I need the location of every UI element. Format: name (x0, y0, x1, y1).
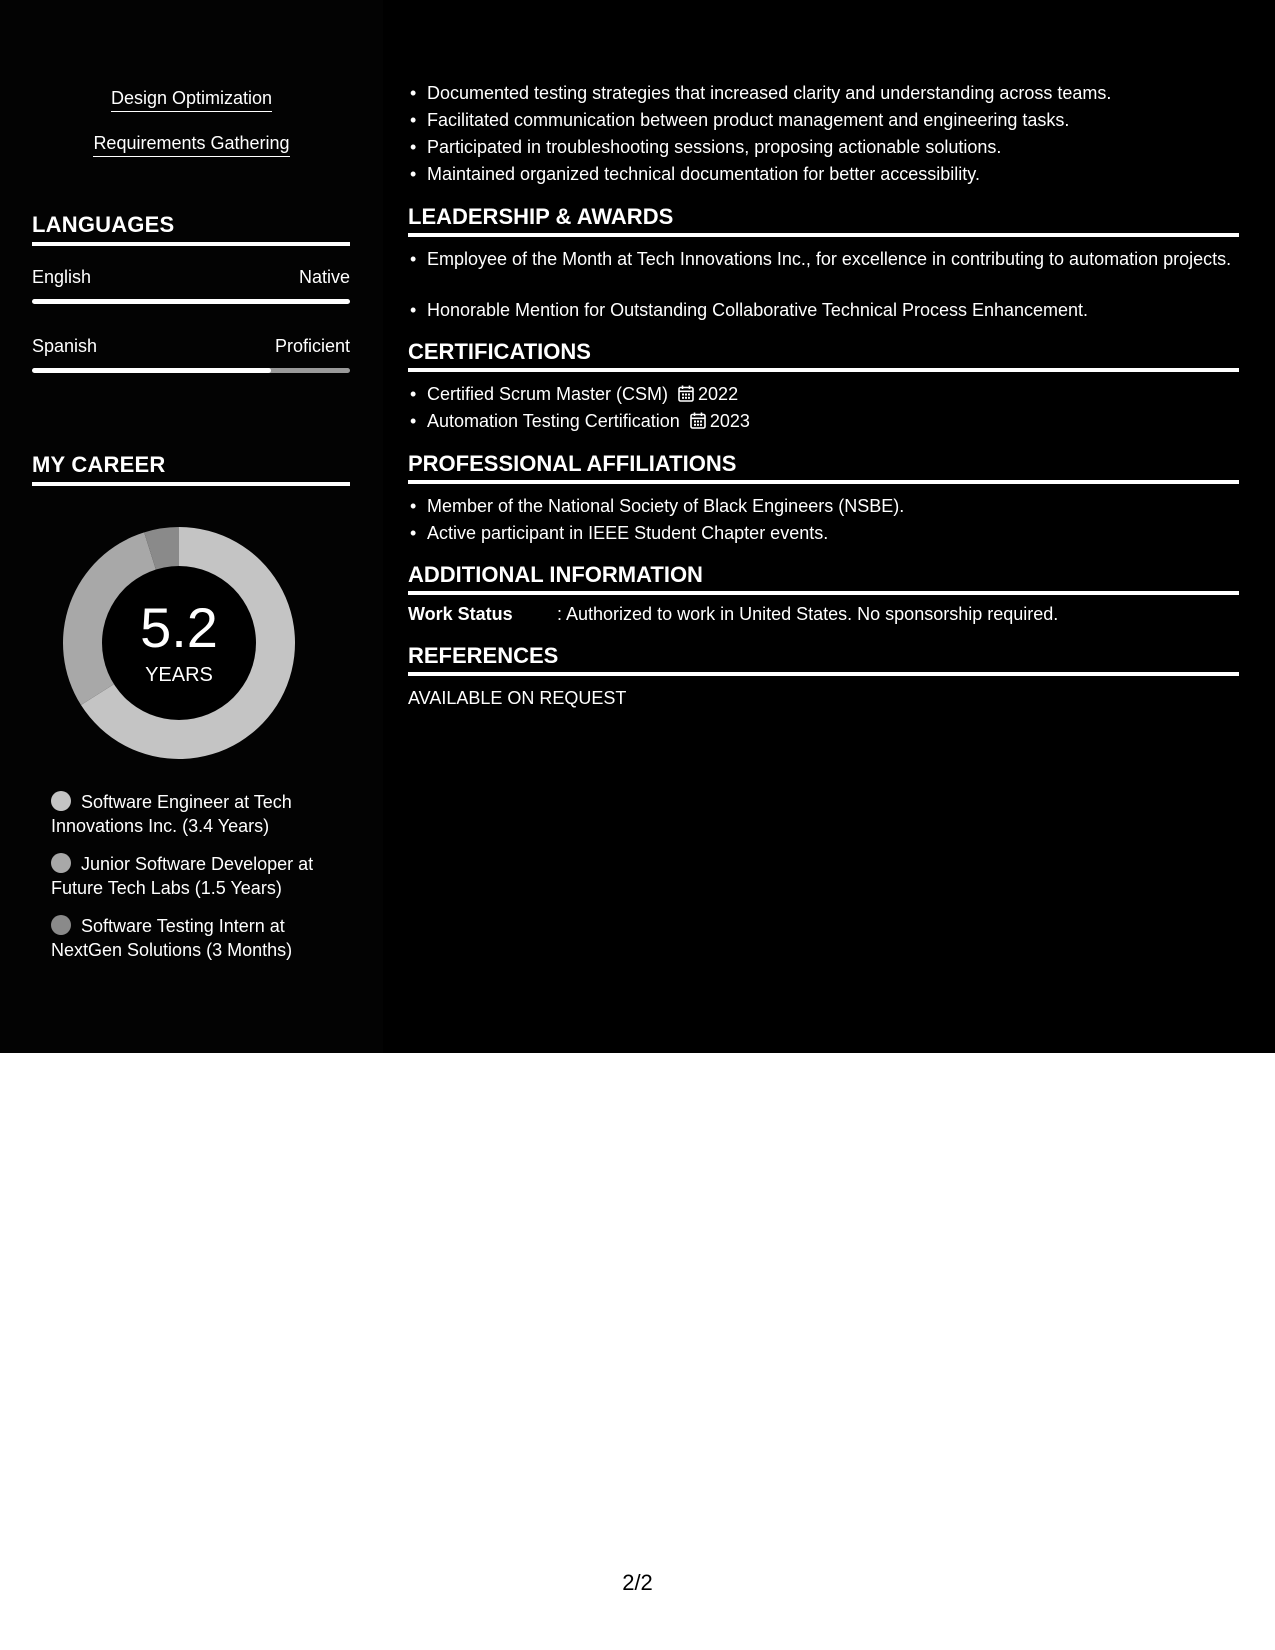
bullet-dot: • (410, 384, 417, 404)
career-item-line: Software Testing Intern at (81, 916, 285, 936)
bullet-dot: • (410, 496, 417, 516)
bullet-text: Honorable Mention for Outstanding Collaborative Technical Process Enhancement. (427, 300, 1089, 320)
additional-info-heading: ADDITIONAL INFORMATION (408, 562, 1239, 595)
language-name: English (32, 267, 92, 287)
career-item-line: Innovations Inc. (3.4 Years) (51, 816, 270, 836)
bullet-dot: • (410, 110, 417, 130)
bullet-dot: • (410, 300, 417, 320)
bullet-dot: • (410, 164, 417, 184)
legend-dot (51, 915, 71, 935)
certification-item (408, 382, 1239, 406)
career-total-years: 5.2 (140, 596, 218, 659)
legend-dot (51, 791, 71, 811)
leadership-bullet (408, 247, 1239, 271)
affiliations-heading: PROFESSIONAL AFFILIATIONS (408, 451, 1239, 484)
affiliation-item (408, 494, 1239, 518)
language-name: Spanish (32, 336, 98, 356)
skill-label: Design Optimization (111, 88, 272, 112)
calendar-icon (678, 385, 694, 402)
experience-bullet (408, 162, 1239, 186)
career-item-line: Junior Software Developer at (81, 854, 314, 874)
affiliation-item (408, 521, 1239, 545)
language-proficiency-bar (32, 368, 350, 373)
references-text: AVAILABLE ON REQUEST (408, 688, 627, 708)
skill-item (0, 133, 383, 157)
experience-bullet (408, 135, 1239, 159)
page-number: 2/2 (622, 1570, 653, 1595)
career-legend-item (51, 790, 341, 838)
certification-item (408, 409, 1239, 433)
languages-heading: LANGUAGES (32, 212, 350, 246)
language-proficiency-fill (32, 368, 271, 373)
references-heading: REFERENCES (408, 643, 1239, 676)
skill-item (0, 88, 383, 112)
language-proficiency-fill (32, 299, 350, 304)
career-item-line: NextGen Solutions (3 Months) (51, 940, 293, 960)
bullet-dot: • (410, 523, 417, 543)
bullet-text: Member of the National Society of Black Engineers (NSBE). (427, 496, 905, 516)
language-row (32, 336, 350, 357)
career-legend-item (51, 852, 341, 900)
bullet-dot: • (410, 249, 417, 269)
certification-name: Automation Testing Certification (427, 411, 680, 431)
leadership-heading: LEADERSHIP & AWARDS (408, 204, 1239, 237)
bullet-text: Participated in troubleshooting sessions, proposing actionable solutions. (427, 137, 1002, 157)
certification-entry (408, 409, 1239, 433)
bullet-text: Active participant in IEEE Student Chapter events. (427, 523, 829, 543)
leadership-bullet (408, 298, 1239, 322)
career-item-line: Future Tech Labs (1.5 Years) (51, 878, 282, 898)
career-total-unit: YEARS (145, 664, 213, 686)
calendar-icon (690, 412, 706, 429)
experience-bullet (408, 81, 1239, 105)
language-level: Proficient (274, 336, 350, 356)
legend-dot (51, 853, 71, 873)
skill-label: Requirements Gathering (93, 133, 289, 157)
bullet-text: Documented testing strategies that increased clarity and understanding across teams. (427, 83, 1112, 103)
bullet-text: Maintained organized technical documentation for better accessibility. (427, 164, 980, 184)
certification-year: 2023 (709, 411, 750, 431)
certification-entry (408, 382, 1239, 406)
bullet-text: Employee of the Month at Tech Innovations Inc., for excellence in contributing to automation projects. (427, 249, 1232, 269)
bullet-dot: • (410, 137, 417, 157)
bullet-dot: • (410, 411, 417, 431)
bullet-dot: • (410, 83, 417, 103)
certification-year: 2022 (698, 384, 739, 404)
bullet-text: Facilitated communication between product management and engineering tasks. (427, 110, 1070, 130)
language-proficiency-bar (32, 299, 350, 304)
language-row (32, 267, 350, 288)
experience-bullet (408, 108, 1239, 132)
work-status-value: : Authorized to work in United States. No sponsorship required. (557, 604, 1059, 624)
career-heading: MY CAREER (32, 452, 350, 486)
career-item-line: Software Engineer at Tech (81, 792, 292, 812)
work-status-label: Work Status (408, 604, 513, 624)
career-legend-item (51, 914, 341, 962)
certifications-heading: CERTIFICATIONS (408, 339, 1239, 372)
certification-name: Certified Scrum Master (CSM) (427, 384, 669, 404)
language-level: Native (298, 267, 350, 287)
